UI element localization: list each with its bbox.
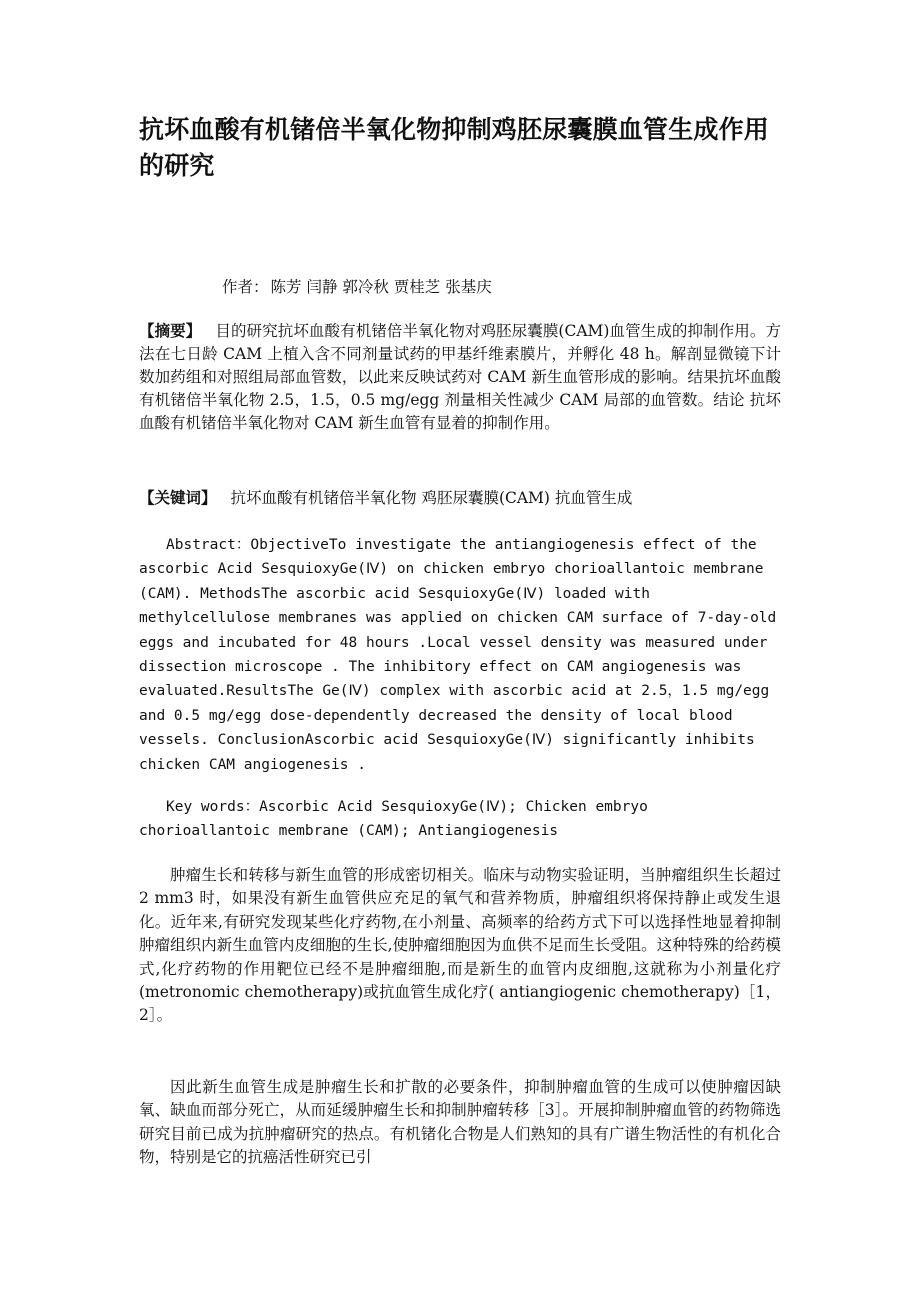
author-line — [222, 276, 492, 298]
body-paragraph-2: 因此新生血管生成是肿瘤生长和扩散的必要条件，抑制肿瘤血管的生成可以使肿瘤因缺氧、缺血而部分死亡，从而延缓肿瘤生长和抑制肿瘤转移［3］。开展抑制肿瘤血管的药物筛选研究目前已成为抗肿瘤研究的热点。有机锗化合物是人们熟知的具有广谱生物活性的有机化合物，特别是它的抗癌活性研究已引 — [139, 1078, 781, 1167]
author-label: 作者： — [222, 278, 269, 296]
body-paragraph-1: 肿瘤生长和转移与新生血管的形成密切相关。临床与动物实验证明，当肿瘤组织生长超过 2 mm3 时，如果没有新生血管供应充足的氧气和营养物质，肿瘤组织将保持静止或发生退化。近年来,有研究发现某些化疗药物,在小剂量、高频率的给药方式下可以选择性地显着抑制肿瘤组织内新生血管内皮细胞的生长,使肿瘤细胞因为血供不足而生长受阻。这种特殊的给药模式,化疗药物的作用靶位已经不是肿瘤细胞,而是新生的血管内皮细胞,这就称为小剂量化疗(metronomic chemotherapy)或抗血管生成化疗( antiangiogenic chemotherapy)［1，2］。 — [139, 866, 781, 1025]
abstract-text: 目的研究抗坏血酸有机锗倍半氧化物对鸡胚尿囊膜(CAM)血管生成的抑制作用。方法在七日龄 CAM 上植入含不同剂量试药的甲基纤维素膜片，并孵化 48 h。解剖显微镜下计数加药组和对照组局部血管数，以此来反映试药对 CAM 新生血管形成的影响。结果抗坏血酸有机锗倍半氧化物 2.5，1.5，0.5 mg/egg 剂量相关性减少 CAM 局部的血管数。结论 抗坏血酸有机锗倍半氧化物对 CAM 新生血管有显着的抑制作用。 — [139, 322, 781, 432]
abstract-english: Abstract：ObjectiveTo investigate the antiangiogenesis effect of the ascorbic Acid SesquioxyGe(Ⅳ) on chicken embryo chorioallantoic membrane (CAM). MethodsThe ascorbic acid SesquioxyGe(Ⅳ) loaded with methylcellulose membranes was applied on chicken CAM surface of 7-day-old eggs and incubated for 48 hours .Local vessel density was measured under dissection microscope . The inhibitory effect on CAM angiogenesis was evaluated.ResultsThe Ge(Ⅳ) complex with ascorbic acid at 2.5，1.5 mg/egg and 0.5 mg/egg dose-dependently decreased the density of local blood vessels. ConclusionAscorbic acid SesquioxyGe(Ⅳ) significantly inhibits chicken CAM angiogenesis . — [139, 537, 777, 773]
abstract-heading: 【摘要】 — [139, 322, 202, 340]
keywords-text: 抗坏血酸有机锗倍半氧化物 鸡胚尿囊膜(CAM) 抗血管生成 — [230, 489, 633, 507]
keywords-english: Key words：Ascorbic Acid SesquioxyGe(Ⅳ); Chicken embryo chorioallantoic membrane (CAM); Antiangiogenesis — [139, 799, 648, 840]
author-names: 陈芳 闫静 郭冷秋 贾桂芝 张基庆 — [270, 278, 492, 296]
keywords-chinese — [139, 487, 781, 510]
abstract-chinese — [139, 320, 781, 435]
paper-title: 抗坏血酸有机锗倍半氧化物抑制鸡胚尿囊膜血管生成作用的研究 — [139, 115, 770, 180]
keywords-heading: 【关键词】 — [139, 489, 217, 507]
